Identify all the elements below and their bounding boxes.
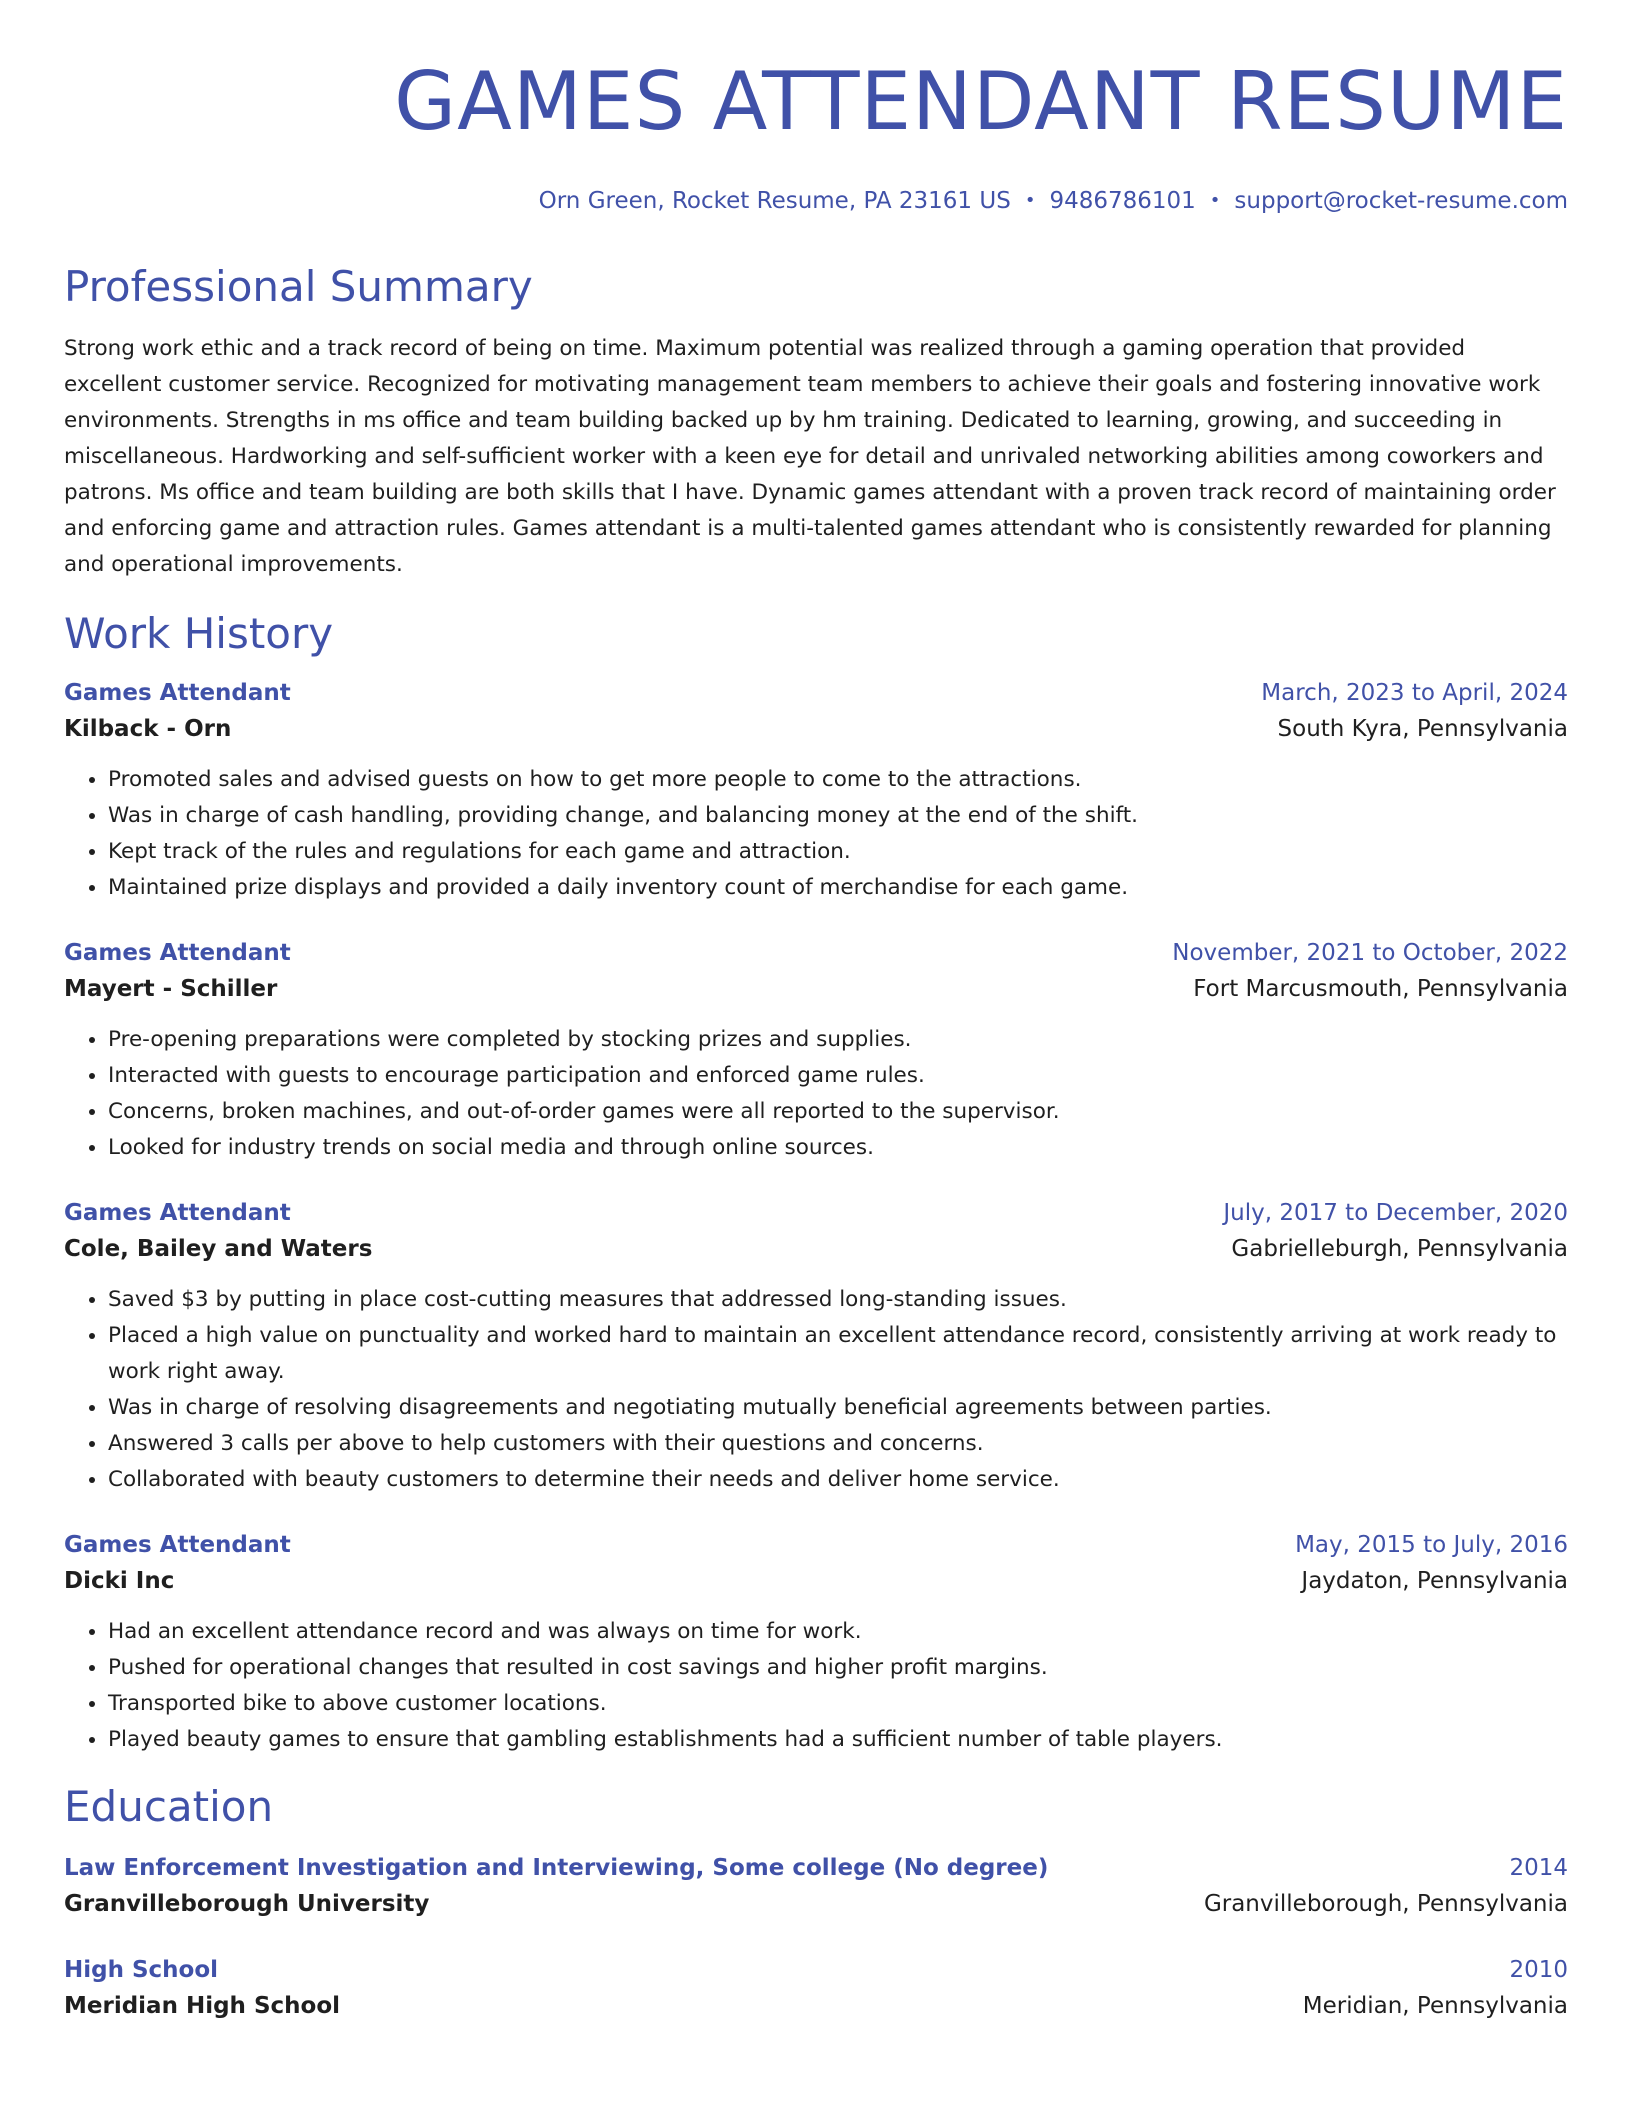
job-bullet: • Played beauty games to ensure that gambling establishments had a sufficient number of table players. <box>108 1722 1568 1758</box>
job-bullets <box>64 762 1568 906</box>
job-bullet: • Pre-opening preparations were completed by stocking prizes and supplies. <box>108 1022 1568 1058</box>
job-bullets <box>64 1614 1568 1758</box>
job-bullet: • Looked for industry trends on social media and through online sources. <box>108 1130 1568 1166</box>
job-bullet: • Collaborated with beauty customers to determine their needs and deliver home service. <box>108 1462 1568 1498</box>
summary-text: Strong work ethic and a track record of being on time. Maximum potential was realized through a gaming operation that provided excellent customer service. Recognized for motivating management team members to achieve their goals and fostering innovative work environments. Strengths in ms office and team building backed up by hm training. Dedicated to learning, growing, and succeeding in miscellaneous. Hardworking and self-sufficient worker with a keen eye for detail and unrivaled networking abilities among coworkers and patrons. Ms office and team building are both skills that I have. Dynamic games attendant with a proven track record of maintaining order and enforcing game and attraction rules. Games attendant is a multi-talented games attendant who is consistently rewarded for planning and operational improvements. <box>64 336 1556 577</box>
job-bullet: • Interacted with guests to encourage participation and enforced game rules. <box>108 1058 1568 1094</box>
summary-heading: Professional Summary <box>64 262 533 311</box>
job-bullet: • Kept track of the rules and regulations for each game and attraction. <box>108 834 1568 870</box>
job-bullet: • Was in charge of resolving disagreements and negotiating mutually beneficial agreements between parties. <box>108 1390 1568 1426</box>
education-year: 2014 <box>1509 1855 1568 1881</box>
job-company: Dicki Inc <box>64 1568 175 1594</box>
job-title: Games Attendant <box>64 1200 291 1226</box>
job-location: South Kyra, Pennsylvania <box>1277 716 1568 742</box>
job-bullets <box>64 1022 1568 1166</box>
contact-separator: • <box>1209 190 1221 211</box>
job-bullet: • Answered 3 calls per above to help customers with their questions and concerns. <box>108 1426 1568 1462</box>
job-company: Mayert - Schiller <box>64 976 278 1002</box>
education-school: Meridian High School <box>64 1993 340 2019</box>
education-school: Granvilleborough University <box>64 1891 430 1917</box>
job-dates: November, 2021 to October, 2022 <box>1172 940 1568 966</box>
job-location: Gabrielleburgh, Pennsylvania <box>1231 1236 1568 1262</box>
work-history-heading: Work History <box>64 609 334 658</box>
job-title: Games Attendant <box>64 1532 291 1558</box>
job-entry <box>64 1200 1568 1498</box>
job-company: Kilback - Orn <box>64 716 232 742</box>
job-bullet: • Pushed for operational changes that resulted in cost savings and higher profit margins. <box>108 1650 1568 1686</box>
job-bullet: • Was in charge of cash handling, providing change, and balancing money at the end of the shift. <box>108 798 1568 834</box>
education-heading: Education <box>64 1782 274 1831</box>
job-bullet: • Had an excellent attendance record and was always on time for work. <box>108 1614 1568 1650</box>
contact-phone: 9486786101 <box>1049 188 1196 214</box>
job-bullet: • Saved $3 by putting in place cost-cutting measures that addressed long-standing issues. <box>108 1282 1568 1318</box>
contact-address: Orn Green, Rocket Resume, PA 23161 US <box>538 188 1011 214</box>
job-title: Games Attendant <box>64 680 291 706</box>
job-title: Games Attendant <box>64 940 291 966</box>
contact-email: support@rocket-resume.com <box>1234 188 1568 214</box>
contact-separator: • <box>1024 190 1036 211</box>
education-degree: High School <box>64 1957 219 1983</box>
job-location: Fort Marcusmouth, Pennsylvania <box>1193 976 1568 1002</box>
education-location: Meridian, Pennsylvania <box>1302 1993 1568 2019</box>
job-entry <box>64 680 1568 906</box>
job-dates: July, 2017 to December, 2020 <box>1223 1200 1568 1226</box>
job-bullet: • Promoted sales and advised guests on how to get more people to come to the attractions. <box>108 762 1568 798</box>
education-degree: Law Enforcement Investigation and Interviewing, Some college (No degree) <box>64 1855 1049 1881</box>
education-location: Granvilleborough, Pennsylvania <box>1203 1891 1568 1917</box>
job-entry <box>64 1532 1568 1758</box>
education-entry <box>64 1957 1568 2019</box>
job-bullet: • Transported bike to above customer locations. <box>108 1686 1568 1722</box>
job-company: Cole, Bailey and Waters <box>64 1236 373 1262</box>
job-dates: May, 2015 to July, 2016 <box>1295 1532 1568 1558</box>
resume-title: GAMES ATTENDANT RESUME <box>394 55 1568 148</box>
education-entry <box>64 1855 1568 1917</box>
job-bullet: • Concerns, broken machines, and out-of-order games were all reported to the supervisor. <box>108 1094 1568 1130</box>
job-entry <box>64 940 1568 1166</box>
education-year: 2010 <box>1509 1957 1568 1983</box>
job-dates: March, 2023 to April, 2024 <box>1261 680 1568 706</box>
contact-line <box>64 188 1568 214</box>
job-location: Jaydaton, Pennsylvania <box>1301 1568 1568 1594</box>
job-bullets <box>64 1282 1568 1498</box>
job-bullet: • Placed a high value on punctuality and worked hard to maintain an excellent attendance record, consistently arriving at work ready to work right away. <box>108 1318 1568 1390</box>
job-bullet: • Maintained prize displays and provided a daily inventory count of merchandise for each game. <box>108 870 1568 906</box>
